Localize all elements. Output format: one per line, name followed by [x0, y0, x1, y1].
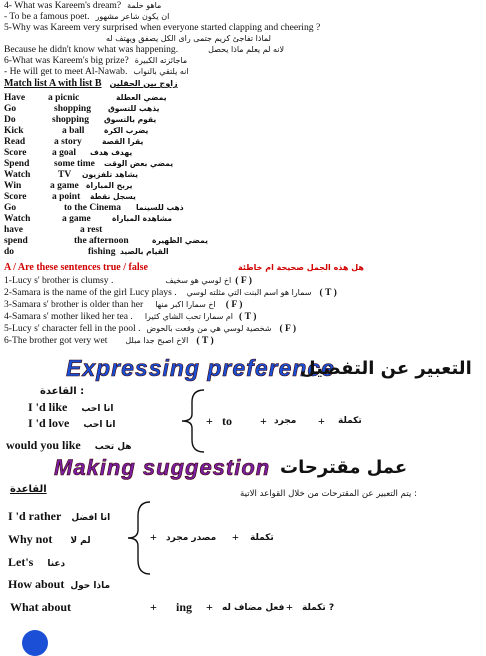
match-row: Spend some time يمضي بعض الوقت	[4, 159, 174, 169]
sugg-item-5: What about	[10, 600, 72, 614]
match-row: Read a story يقرا القصة	[4, 137, 144, 147]
answer-6: - He will get to meet Al-Nawab. انه يلتقي بالنواب	[4, 66, 189, 77]
sugg-item-4: How about ماذا حول	[8, 577, 111, 591]
suggestion-title-arabic: عمل مقترحات	[280, 457, 408, 478]
pref-plus-3: +	[318, 414, 325, 428]
tf-item-3: 3-Samara s' brother is older than her اخ سمارا اكبر منها ( F )	[4, 299, 243, 310]
match-heading: Match list A with list B زاوج بين الحقلين	[4, 78, 178, 89]
answer-5: Because he didn't know what was happening. لانه لم يعلم ماذا يحصل	[4, 44, 285, 55]
suggestion-title: Making suggestion	[54, 455, 271, 480]
match-row: Kick a ball يضرب الكرة	[4, 126, 149, 136]
sugg-verb: فعل مضاف له	[222, 603, 285, 613]
truefalse-heading: A / Are these sentences true / false	[4, 262, 148, 273]
sugg-takmila-3: تكملة ?	[302, 603, 335, 613]
sugg-plus-d: +	[206, 600, 213, 614]
truefalse-heading-arabic: هل هذه الجمل صحيحة ام خاطئة	[238, 263, 364, 272]
question-5: 5-Why was Kareem very surprised when everyone started clapping and cheering ?	[4, 22, 321, 33]
match-row: Have a picnic يمضي العطلة	[4, 93, 167, 103]
tf-item-2: 2-Samara is the name of the girl Lucy plays . سمارا هو اسم البنت التي مثلته لوسي ( T )	[4, 287, 337, 298]
match-row: Score a point يسجل نقطة	[4, 192, 136, 202]
pref-item-2: I 'd love انا احب	[28, 416, 116, 430]
sugg-ing: ing	[176, 600, 193, 614]
sugg-item-1: I 'd rather انا افضل	[8, 509, 111, 523]
pref-item-1: I 'd like انا احب	[28, 400, 114, 414]
sugg-masdar: مصدر مجرد	[166, 533, 217, 543]
pref-masdar: مجرد	[274, 416, 297, 426]
question-5-arabic: لماذا تفاجئ كريم جتمى راى الكل يصفق ويهتف له	[106, 34, 271, 43]
tf-item-4: 4-Samara s' mother liked her tea . ام سمارا تحب الشاي كثيرا ( T )	[4, 311, 257, 322]
match-row: spend the afternoon يمضي الظهيرة	[4, 236, 208, 246]
sugg-plus-b: +	[232, 530, 239, 544]
match-row: Go shopping يذهب للتسوق	[4, 104, 160, 114]
match-row: Score a goal يهدف هدف	[4, 148, 133, 158]
pref-to: to	[222, 414, 232, 428]
match-row: have a rest	[4, 225, 103, 235]
pref-plus-2: +	[260, 414, 267, 428]
match-row: Win a game يربح المباراة	[4, 181, 133, 191]
sugg-takmila: تكملة	[250, 533, 274, 543]
tf-item-1: 1-Lucy s' brother is clumsy . اخ لوسي هو سخيف ( F )	[4, 275, 252, 286]
tf-item-5: 5-Lucy s' character fell in the pool . شخصية لوسي هي من وقعت بالحوض ( F )	[4, 323, 297, 334]
match-row: Do shopping يقوم بالتسوق	[4, 115, 157, 125]
answer-4: - To be a famous poet. ان يكون شاعر مشهور	[4, 11, 170, 22]
sugg-item-2: Why not لم لا	[8, 532, 91, 546]
match-row: Go to the Cinema ذهب للسينما	[4, 203, 184, 213]
preference-title-arabic: التعبير عن التفضيل	[300, 358, 472, 379]
match-row: Watch TV يشاهد تلفزيون	[4, 170, 138, 180]
sugg-plus-c: +	[150, 600, 157, 614]
preference-title: Expressing preference	[66, 355, 336, 381]
tf-item-6: 6-The brother got very wet الاخ اصبح جدا مبلل ( T )	[4, 335, 214, 346]
match-row: Watch a game مشاهدة المباراة	[4, 214, 173, 224]
preference-rule: القاعدة :	[40, 386, 85, 397]
question-6: 6-What was Kareem's big prize? ماجائزته الكبيرة	[4, 55, 188, 66]
sugg-item-3: Let's دعنا	[8, 555, 66, 569]
sugg-plus-a: +	[150, 530, 157, 544]
question-4: 4- What was Kareem's dream? ماهو حلمة	[4, 0, 162, 11]
sugg-plus-e: +	[286, 600, 293, 614]
pref-item-3: would you like هل تحب	[6, 438, 132, 452]
suggestion-intro: يتم التعبير عن المقترحات من خلال القواعد الاتية :	[240, 489, 418, 499]
pref-takmila: تكملة	[338, 416, 362, 426]
match-row: do fishing القيام بالصيد	[4, 247, 169, 257]
corner-circle-decoration	[22, 630, 48, 656]
pref-plus-1: +	[206, 414, 213, 428]
preference-brace	[178, 388, 208, 454]
suggestion-rule: القاعدة	[10, 484, 47, 495]
